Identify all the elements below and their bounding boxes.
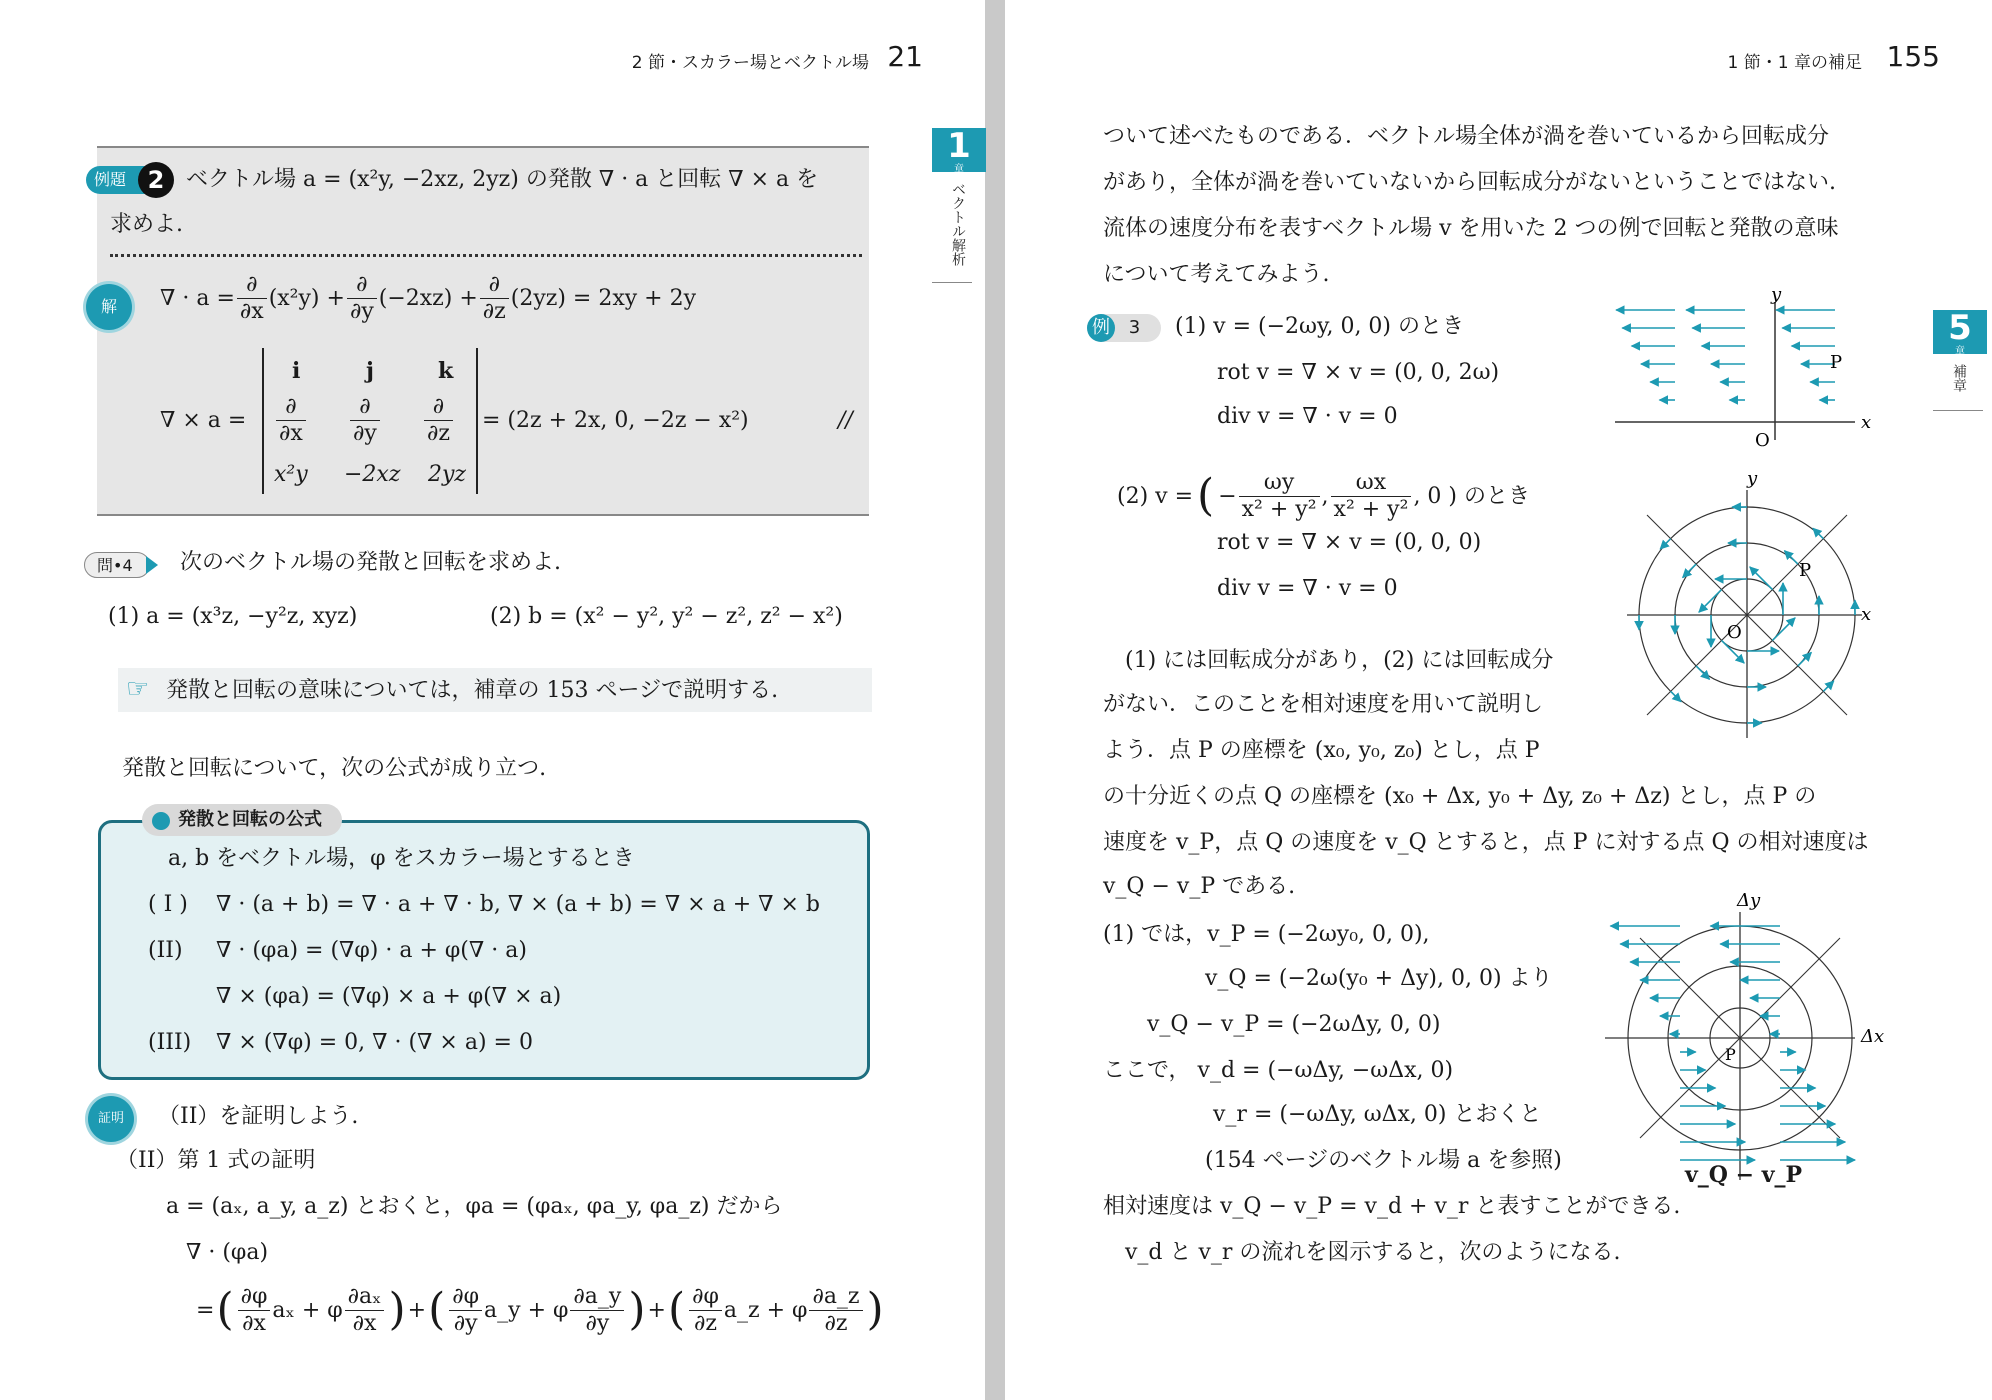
chapter-tab-number: 1 [947, 126, 971, 166]
fig2-point-label: P [1799, 560, 1812, 581]
problem-arrow-icon [146, 556, 158, 574]
example-label: 例題 [86, 166, 160, 194]
curl-lhs: ∇ × a = [160, 408, 247, 433]
case1-line-2: rot v = ∇ × v = (0, 0, 2ω) [1217, 360, 1500, 385]
chapter-tab [932, 126, 986, 175]
frac-num: ∂φ [238, 1284, 271, 1311]
det-j: j [366, 358, 374, 384]
problem-item-2: (2) b = (x² − y², y² − z², z² − x²) [490, 604, 843, 629]
paren-close: ) [628, 1284, 646, 1336]
frac-num: ∂ [276, 394, 306, 421]
div-term-3: (2yz) = 2xy + 2y [510, 285, 697, 311]
pointing-hand-icon: ☞ [126, 674, 150, 704]
vector-arrow [1750, 567, 1773, 590]
left-page [0, 0, 985, 1400]
formula-line-2a: ∇ · (φa) = (∇φ) · a + φ(∇ · a) [216, 938, 527, 963]
para2-line-3: よう．点 P の座標を (x₀, y₀, z₀) とし，点 P [1103, 738, 1540, 763]
header-title: 1 節・1 章の補足 [1727, 53, 1862, 73]
frac-num: ωy [1239, 470, 1320, 497]
fig1-y-label: y [1771, 284, 1782, 305]
problem-label-text: 問 [97, 556, 114, 575]
frac-den: ∂y [353, 421, 377, 447]
formula-intro: a, b をベクトル場，φ をスカラー場とするとき [168, 846, 635, 871]
proof-line-4: ∇ · (φa) [186, 1240, 269, 1265]
frac-dphi-dz [689, 1284, 722, 1338]
formula-line-2b: ∇ × (φa) = (∇φ) × a + φ(∇ × a) [216, 984, 562, 1009]
term-ay: a_y + φ [484, 1297, 569, 1323]
fig1-x-label: x [1861, 412, 1872, 433]
frac-num: ∂ [237, 272, 267, 299]
example3-label [1087, 314, 1161, 342]
problem-number: 4 [122, 556, 133, 575]
vector-arrow [1696, 666, 1709, 679]
vector-arrow [1722, 640, 1745, 663]
fig1-point-label: P [1830, 352, 1843, 373]
frac-den: ∂y [585, 1311, 610, 1337]
paren-open: ( [1197, 470, 1215, 522]
vector-arrow [1699, 590, 1722, 613]
det-i: i [292, 358, 301, 384]
chapter-tab-sub: 章 [1955, 346, 1965, 357]
fig2-x-label: x [1861, 604, 1872, 625]
div-lhs: ∇ · a = [160, 285, 235, 311]
para3-line-8: v_d と v_r の流れを図示すると，次のようになる. [1125, 1240, 1621, 1265]
eq-sign: = [196, 1297, 215, 1323]
frac-dx [237, 272, 267, 326]
case2-tail: , 0 ) のとき [1413, 483, 1530, 509]
case2-line-3: div v = ∇ · v = 0 [1217, 576, 1398, 601]
fig3-y-label: Δy [1737, 890, 1761, 911]
term-ax: aₓ + φ [272, 1297, 343, 1323]
chapter-tab-number: 5 [1948, 308, 1972, 348]
det-r3-1: x²y [274, 462, 308, 487]
frac-num: ∂a_y [570, 1284, 624, 1311]
case2-line-1 [1117, 470, 1530, 524]
problem-item-1: (1) a = (x³z, −y²z, xyz) [108, 604, 358, 629]
frac-dphi-dx [238, 1284, 271, 1338]
fig3-caption: v_Q − v_P [1685, 1162, 1803, 1188]
figure-shear-flow [1605, 284, 1885, 451]
frac-num: ∂ [350, 394, 380, 421]
chapter-tab-label: ベクトル解析 [950, 182, 966, 266]
det-dy [350, 394, 380, 448]
para1-line-1: ついて述べたものである．ベクトル場全体が渦を巻いているから回転成分 [1103, 124, 1830, 149]
divergence-equation [160, 272, 696, 326]
frac-den: ∂z [427, 421, 450, 447]
frac-den: ∂y [349, 299, 374, 325]
fig3-x-label: Δx [1861, 1026, 1885, 1047]
fig1-origin-label: O [1755, 430, 1770, 451]
frac-dy [347, 272, 377, 326]
example-question-2: 求めよ. [110, 212, 183, 237]
formula-line-1: ∇ · (a + b) = ∇ · a + ∇ · b, ∇ × (a + b) = ∇ × a + ∇ × b [216, 892, 821, 917]
frac-num: ∂aₓ [345, 1284, 385, 1311]
paren-open: ( [667, 1284, 686, 1336]
shear-arrows [1616, 310, 1835, 400]
vector-arrow [1660, 539, 1670, 549]
frac-num: ∂ [480, 272, 509, 299]
frac-den: ∂x [352, 1311, 377, 1337]
frac-den: ∂z [824, 1311, 848, 1337]
frac-day-dy [570, 1284, 624, 1338]
vector-arrow [1823, 681, 1833, 691]
formula-title-text: 発散と回転の公式 [178, 809, 322, 830]
para3-line-5: v_r = (−ωΔy, ωΔx, 0) とおくと [1213, 1102, 1542, 1127]
frac-num: ∂a_z [809, 1284, 862, 1311]
proof-label: 証明 [88, 1096, 134, 1142]
plus-sign: + [647, 1297, 666, 1323]
example-number: 2 [138, 162, 174, 198]
proof-line-3: a = (aₓ, a_y, a_z) とおくと，φa = (φaₓ, φa_y, φa_z) だから [166, 1194, 783, 1219]
det-r3-3: 2yz [428, 462, 467, 487]
para2-line-1: (1) には回転成分があり，(2) には回転成分 [1125, 648, 1554, 673]
frac-dphi-dy [449, 1284, 482, 1338]
formula-line-3: ∇ × (∇φ) = 0, ∇ · (∇ × a) = 0 [216, 1030, 533, 1055]
frac-daz-dz [809, 1284, 862, 1338]
frac-den: x² + y² [1333, 497, 1409, 523]
proof-line-1: （II）を証明しよう. [158, 1104, 359, 1129]
vector-arrow [1772, 618, 1795, 641]
chapter-tab-label: 補章 [1951, 364, 1967, 392]
frac-dz [480, 272, 509, 326]
paren-close: ) [866, 1284, 884, 1336]
paren-close: ) [388, 1284, 406, 1336]
example3-number: 3 [1128, 317, 1141, 338]
frac-num: ∂φ [449, 1284, 482, 1311]
solution-label: 解 [86, 284, 132, 330]
para1-line-3: 流体の速度分布を表すベクトル場 v を用いた 2 つの例で回転と発散の意味 [1103, 216, 1839, 241]
intro-text: 発散と回転について，次の公式が成り立つ. [122, 756, 547, 781]
det-k: k [438, 358, 454, 384]
frac-num: ωx [1331, 470, 1412, 497]
header-title: 2 節・スカラー場とベクトル場 [631, 53, 869, 73]
fig2-origin-label: O [1727, 622, 1742, 643]
para3-line-4: ここで， v_d = (−ωΔy, −ωΔx, 0) [1103, 1058, 1454, 1083]
para3-line-3: v_Q − v_P = (−2ωΔy, 0, 0) [1147, 1012, 1441, 1037]
case2-lead: (2) v = [1117, 483, 1194, 509]
div-term-2: (−2xz) + [378, 285, 478, 311]
det-dx [276, 394, 306, 448]
frac-den: x² + y² [1241, 497, 1317, 523]
det-r3-2: −2xz [344, 462, 401, 487]
frac-dax-dx [345, 1284, 385, 1338]
frac-den: ∂y [453, 1311, 478, 1337]
note-text: 発散と回転の意味については，補章の 153 ページで説明する. [166, 678, 779, 703]
determinant [262, 348, 478, 494]
proof-line-2: （II）第 1 式の証明 [116, 1148, 316, 1173]
para2-line-5: 速度を v_P，点 Q の速度を v_Q とすると，点 P に対する点 Q の相対速度は [1103, 830, 1869, 855]
proof-expansion [196, 1284, 886, 1338]
frac-den: ∂z [694, 1311, 717, 1337]
problem-text: 次のベクトル場の発散と回転を求めよ. [180, 550, 561, 575]
para2-line-4: の十分近くの点 Q の座標を (x₀ + Δx, y₀ + Δy, z₀ + Δz) とし，点 P の [1103, 784, 1817, 809]
right-page [1005, 0, 1992, 1400]
tab-rule [932, 282, 972, 283]
para3-line-7: 相対速度は v_Q − v_P = v_d + v_r と表すことができる. [1103, 1194, 1681, 1219]
formula-title [142, 804, 342, 836]
frac-num: ∂ [347, 272, 377, 299]
div-term-1: (x²y) + [268, 285, 345, 311]
frac-num: ∂φ [689, 1284, 722, 1311]
paren-open: ( [428, 1284, 446, 1336]
para1-line-4: について考えてみよう. [1103, 262, 1330, 287]
vector-arrow [1813, 528, 1823, 538]
case1-line-1: (1) v = (−2ωy, 0, 0) のとき [1175, 314, 1465, 339]
vector-arrow [1683, 564, 1696, 577]
para3-line-6: (154 ページのベクトル場 a を参照) [1205, 1148, 1562, 1173]
end-mark: // [838, 408, 853, 433]
bullet-icon [152, 812, 170, 830]
example-box [97, 146, 869, 516]
fig3-point-label: P [1725, 1045, 1736, 1064]
fig2-y-label: y [1747, 468, 1758, 489]
example3-label-text: 例 [1087, 314, 1115, 342]
frac-wy [1239, 470, 1320, 524]
det-dz [424, 394, 453, 448]
vector-arrow [1798, 652, 1811, 665]
chapter-tab-sub: 章 [954, 164, 964, 175]
frac-den: ∂x [239, 299, 264, 325]
example-divider [110, 254, 862, 257]
frac-den: ∂x [242, 1311, 266, 1337]
figure-vortex-flow [1617, 470, 1877, 740]
formula-label-1: ( I ) [148, 892, 188, 917]
frac-den: ∂x [279, 421, 303, 447]
plus-sign: + [407, 1297, 427, 1323]
comma: , [1321, 483, 1329, 509]
frac-den: ∂z [482, 299, 506, 325]
formula-label-2: (II) [148, 938, 183, 963]
formula-label-3: (III) [148, 1030, 192, 1055]
para2-line-2: がない．このことを相対速度を用いて説明し [1103, 692, 1544, 717]
tab-rule [1933, 410, 1983, 411]
vector-arrow [1784, 551, 1797, 564]
problem-label: 問•4 [84, 552, 150, 578]
page-number: 155 [1886, 40, 1940, 73]
para3-line-1: (1) では，v_P = (−2ωy₀, 0, 0), [1103, 922, 1430, 947]
minus-sign: − [1218, 483, 1237, 509]
case2-line-2: rot v = ∇ × v = (0, 0, 0) [1217, 530, 1482, 555]
para2-line-6: v_Q − v_P である. [1103, 874, 1296, 899]
frac-wx [1331, 470, 1412, 524]
vortex-diagram [1627, 490, 1862, 738]
vector-arrow [1671, 691, 1681, 701]
curl-rhs: = (2z + 2x, 0, −2z − x²) [482, 408, 749, 433]
frac-num: ∂ [424, 394, 453, 421]
case1-line-3: div v = ∇ · v = 0 [1217, 404, 1398, 429]
para1-line-2: があり，全体が渦を巻いていないから回転成分がないということではない. [1103, 170, 1836, 195]
term-az: a_z + φ [723, 1297, 808, 1323]
page-number: 21 [887, 40, 923, 73]
chapter-tab [1933, 308, 1987, 357]
example-question-1: ベクトル場 a = (x²y, −2xz, 2yz) の発散 ∇ · a と回転 ∇ × a を [186, 167, 819, 192]
paren-open: ( [216, 1284, 234, 1336]
para3-line-2: v_Q = (−2ω(y₀ + Δy), 0, 0) より [1205, 966, 1553, 991]
